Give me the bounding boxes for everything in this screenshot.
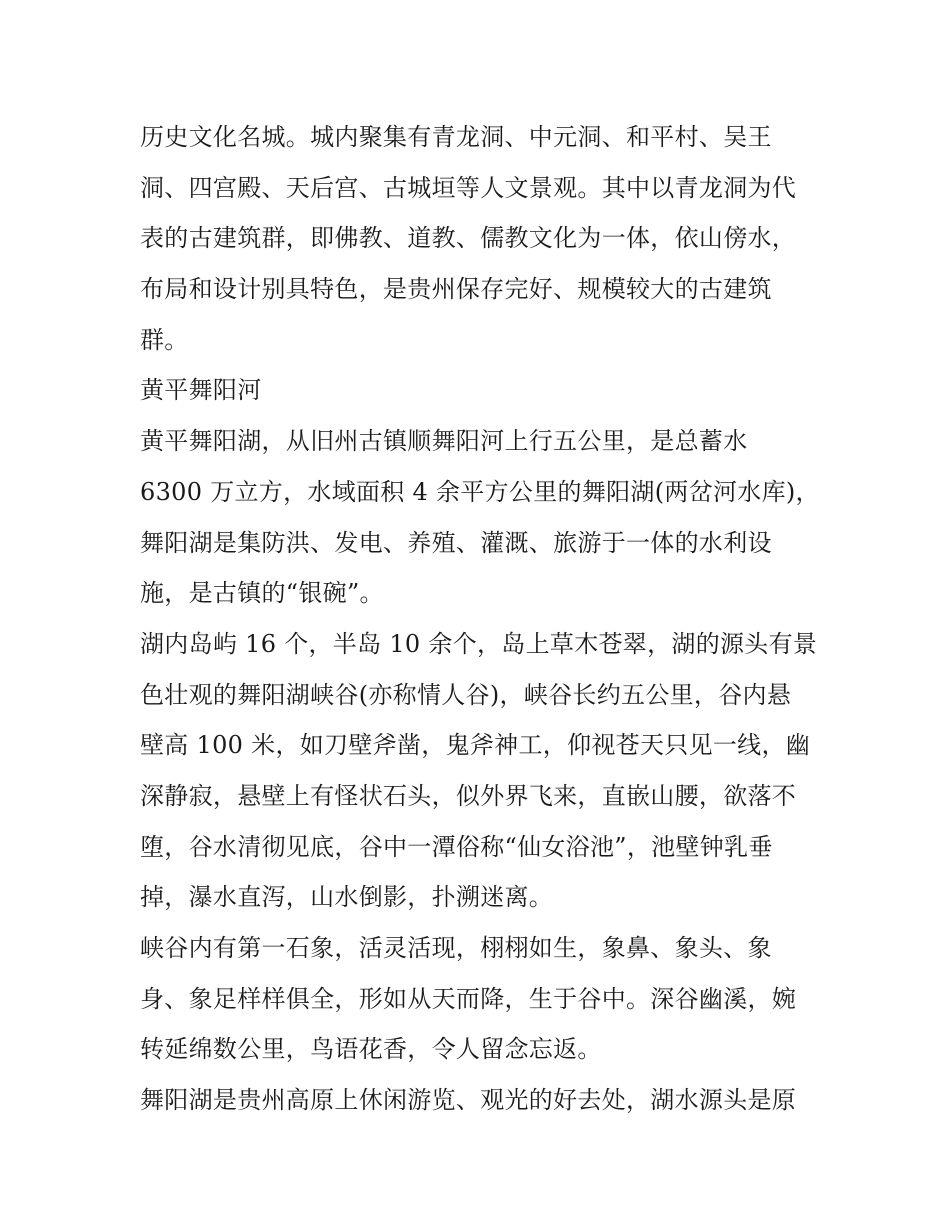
text-line: 舞阳湖是集防洪、发电、养殖、灌溉、旅游于一体的水利设 <box>140 528 772 557</box>
document-body <box>140 112 820 1126</box>
text-line: 湖内岛屿 16 个，半岛 10 余个，岛上草木苍翠，湖的源头有景 <box>140 629 818 658</box>
text-line: 身、象足样样俱全，形如从天而降，生于谷中。深谷幽溪，婉 <box>140 984 797 1013</box>
text-line: 舞阳湖是贵州高原上休闲游览、观光的好去处，湖水源头是原 <box>140 1086 797 1115</box>
text-line: 施，是古镇的“银碗”。 <box>140 579 384 608</box>
text-line: 壁高 100 米，如刀壁斧凿，鬼斧神工，仰视苍天只见一线，幽 <box>140 731 811 760</box>
text-line: 转延绵数公里，鸟语花香，令人留念忘返。 <box>140 1035 602 1064</box>
text-line: 掉，瀑水直泻，山水倒影，扑溯迷离。 <box>140 883 554 912</box>
text-line: 历史文化名城。城内聚集有青龙洞、中元洞、和平村、吴王 <box>140 123 772 151</box>
text-line: 峡谷内有第一石象，活灵活现，栩栩如生，象鼻、象头、象 <box>140 934 772 962</box>
text-line: 色壮观的舞阳湖峡谷(亦称情人谷)，峡谷长约五公里，谷内悬 <box>140 680 792 709</box>
text-line: 深静寂，悬壁上有怪状石头，似外界飞来，直嵌山腰，欲落不 <box>140 781 797 810</box>
text-line: 黄平舞阳湖，从旧州古镇顺舞阳河上行五公里，是总蓄水 <box>140 427 748 456</box>
text-line: 表的古建筑群，即佛教、道教、儒教文化为一体，依山傍水， <box>140 224 797 253</box>
text-line: 6300 万立方，水域面积 4 余平方公里的舞阳湖(两岔河水库)， <box>140 477 820 506</box>
text-line: 堕，谷水清彻见底，谷中一潭俗称“仙女浴池”，池壁钟乳垂 <box>140 832 773 861</box>
text-line: 布局和设计别具特色，是贵州保存完好、规模较大的古建筑 <box>140 275 772 304</box>
text-line: 群。 <box>140 325 189 354</box>
text-line: 洞、四宫殿、天后宫、古城垣等人文景观。其中以青龙洞为代 <box>140 173 797 202</box>
section-heading: 黄平舞阳河 <box>140 376 262 405</box>
